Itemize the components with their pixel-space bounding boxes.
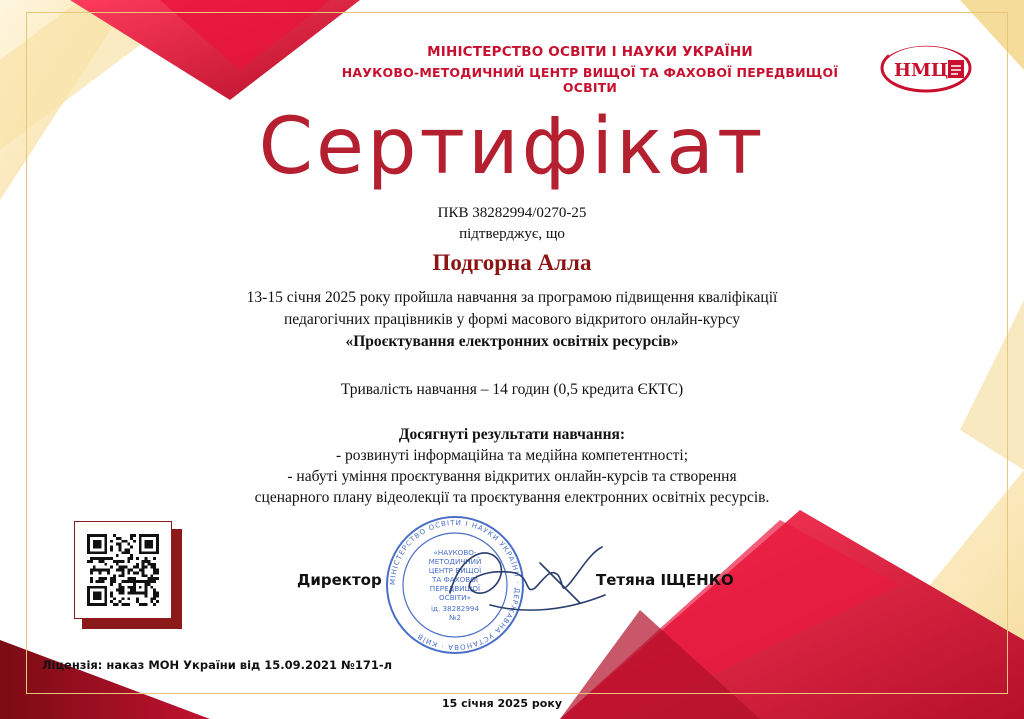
svg-text:НМЦ: НМЦ [894,60,949,81]
outcome-2: - набуті уміння проєктування відкритих онлайн-курсів та створення [287,468,737,485]
outcomes-heading: Досягнуті результати навчання: [398,426,626,443]
svg-text:ТА ФАХОВОЇ: ТА ФАХОВОЇ [432,575,478,584]
svg-text:ОСВІТИ»: ОСВІТИ» [439,593,471,602]
svg-text:МІНІСТЕРСТВО ОСВІТИ І НАУКИ УК: МІНІСТЕРСТВО ОСВІТИ І НАУКИ УКРАЇНИ · ДЕРЖАВНА УСТАНОВА · КИЇВ · [388,518,522,652]
outcome-3: сценарного плану відеолекції та проєктування електронних освітніх ресурсів. [254,489,770,506]
nmc-logo [878,40,974,96]
license-text: Ліцензія: наказ МОН України від 15.09.2021 №171-л [42,658,393,672]
svg-text:МЕТОДИЧНИЙ: МЕТОДИЧНИЙ [428,557,482,566]
certificate-code: ПКВ 38282994/0270-25 [437,205,587,221]
svg-text:«НАУКОВО-: «НАУКОВО- [433,548,477,557]
svg-text:ЦЕНТР ВИЩОЇ: ЦЕНТР ВИЩОЇ [428,566,482,575]
director-name: Тетяна ІЩЕНКО [596,571,734,589]
svg-text:№2: №2 [448,613,462,622]
svg-text:ід. 38282994: ід. 38282994 [430,604,480,613]
qr-code[interactable] [87,534,159,606]
recipient-name: Подгорна Алла [432,250,592,275]
ministry-name: МІНІСТЕРСТВО ОСВІТИ І НАУКИ УКРАЇНИ [427,44,753,60]
issue-date: 15 січня 2025 року [442,697,562,710]
director-label: Директор [297,571,382,589]
course-title: «Проєктування електронних освітніх ресурсів» [345,333,679,350]
body-line-2: педагогічних працівників у формі масового відкритого онлайн-курсу [284,311,740,328]
duration-text: Тривалість навчання – 14 годин (0,5 кредита ЄКТС) [340,381,684,398]
qr-code-frame [74,521,178,625]
confirms-text: підтверджує, що [459,226,565,242]
body-line-1: 13-15 січня 2025 року пройшла навчання за програмою підвищення кваліфікації [246,289,778,306]
svg-text:ПЕРЕДВИЩОЇ: ПЕРЕДВИЩОЇ [429,584,481,593]
outcome-1: - розвинуті інформаційна та медійна компетентності; [335,447,689,464]
certificate-title: Сертифікат [258,102,766,192]
center-name: НАУКОВО-МЕТОДИЧНИЙ ЦЕНТР ВИЩОЇ ТА ФАХОВОЇ ПЕРЕДВИЩОЇ ОСВІТИ [341,65,839,95]
director-signature [430,533,615,625]
